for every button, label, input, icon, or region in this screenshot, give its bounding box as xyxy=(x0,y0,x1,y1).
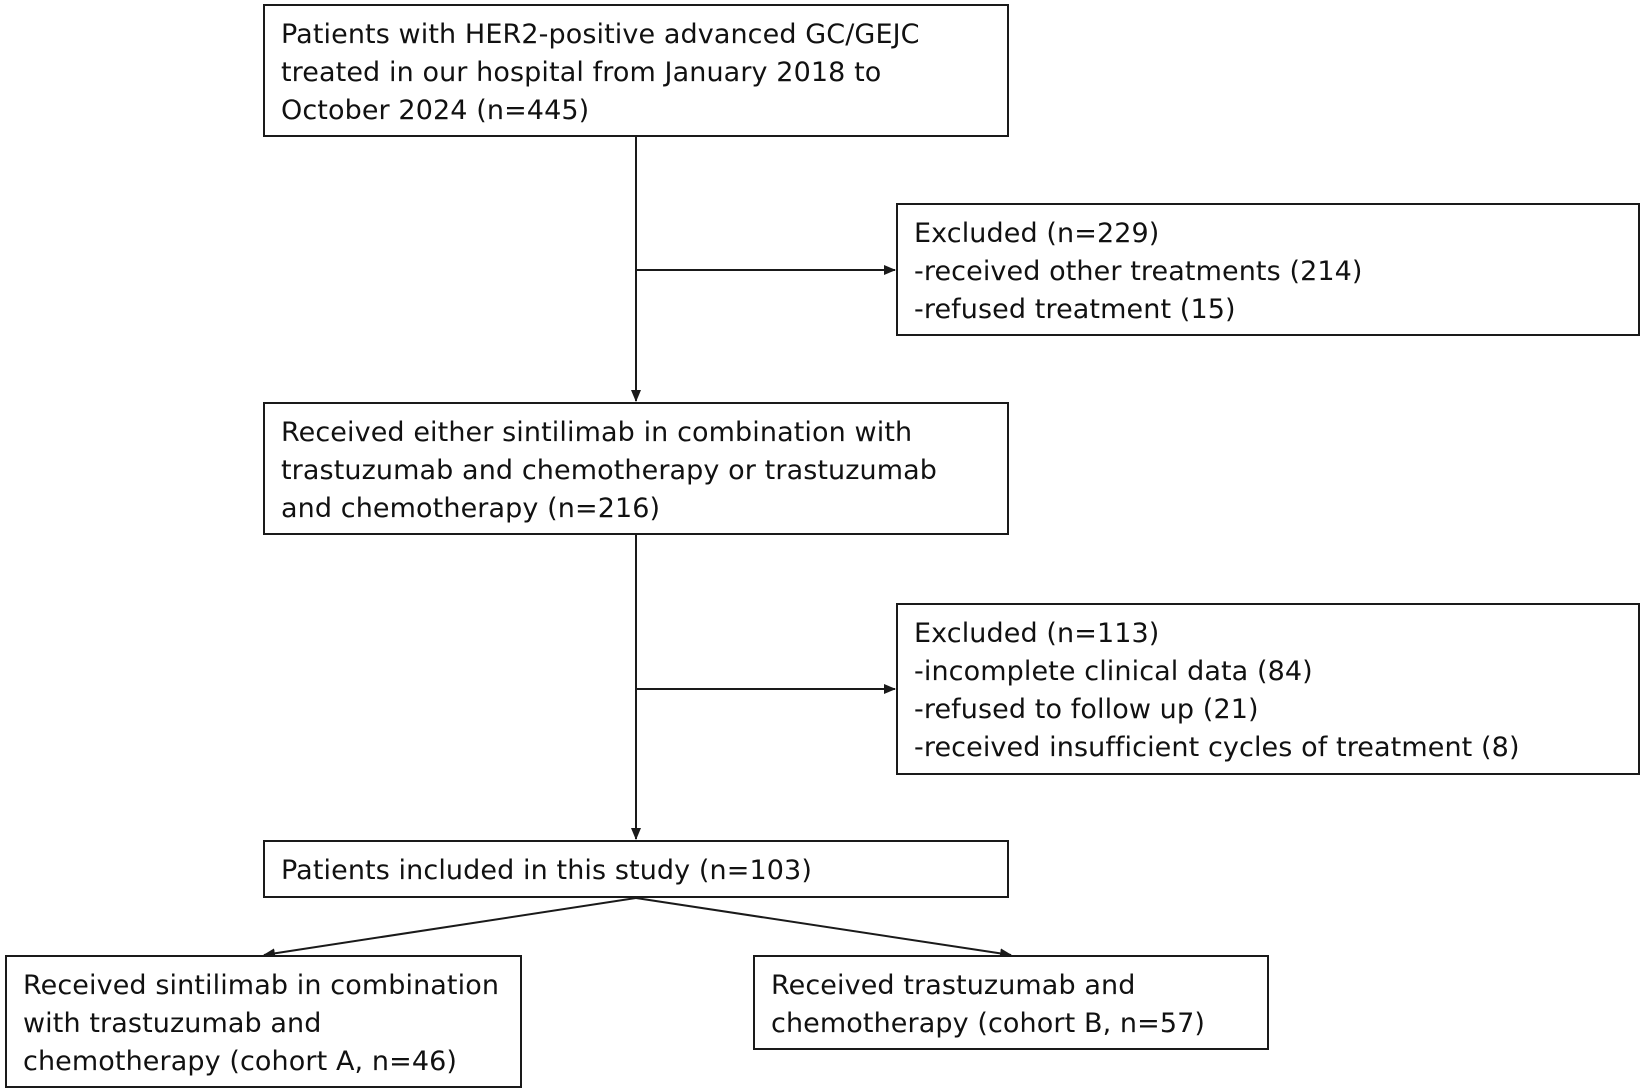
box-text-line: with trastuzumab and xyxy=(23,1008,322,1039)
box-text-line: Excluded (n=113) xyxy=(914,618,1160,649)
cohort-b-box xyxy=(753,955,1269,1050)
box-text-line: Received either sintilimab in combination with xyxy=(281,417,913,448)
included-patients-box xyxy=(263,840,1009,898)
screened-patients-box xyxy=(263,4,1009,137)
box-text-line: October 2024 (n=445) xyxy=(281,95,590,126)
excluded-first-box xyxy=(896,203,1640,336)
arrow-included-to-cohort-b xyxy=(636,898,1011,955)
box-text-line: Excluded (n=229) xyxy=(914,218,1160,249)
box-text-line: Patients with HER2-positive advanced GC/GEJC xyxy=(281,19,920,50)
box-text-line: -refused to follow up (21) xyxy=(914,694,1259,725)
box-text-line: and chemotherapy (n=216) xyxy=(281,493,661,524)
box-text-line: -received insufficient cycles of treatment (8) xyxy=(914,732,1520,763)
received-treatment-box xyxy=(263,402,1009,535)
box-text-line: chemotherapy (cohort A, n=46) xyxy=(23,1046,458,1077)
box-text-line: Received sintilimab in combination xyxy=(23,970,500,1001)
box-text-line: Received trastuzumab and xyxy=(771,970,1136,1001)
box-text-line: -received other treatments (214) xyxy=(914,256,1363,287)
box-text-line: treated in our hospital from January 2018 to xyxy=(281,57,882,88)
excluded-second-box xyxy=(896,603,1640,775)
box-text-line: -incomplete clinical data (84) xyxy=(914,656,1313,687)
box-text-line: -refused treatment (15) xyxy=(914,294,1236,325)
box-text-line: Patients included in this study (n=103) xyxy=(281,855,812,886)
cohort-a-box xyxy=(5,955,522,1088)
box-text-line: chemotherapy (cohort B, n=57) xyxy=(771,1008,1206,1039)
arrow-included-to-cohort-a xyxy=(264,898,636,955)
box-text-line: trastuzumab and chemotherapy or trastuzumab xyxy=(281,455,938,486)
